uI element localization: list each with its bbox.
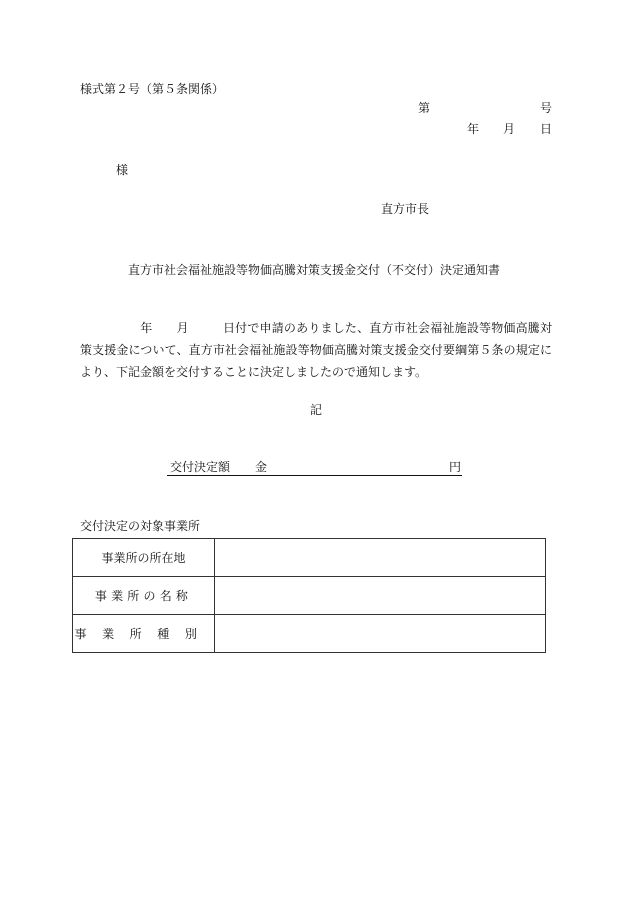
office-name-value[interactable]: [215, 577, 546, 615]
office-heading: 交付決定の対象事業所: [80, 519, 201, 533]
ki-mark: 記: [310, 403, 323, 417]
office-table: [72, 538, 546, 653]
amount-kin: 金: [255, 460, 268, 474]
form-label: 様式第２号（第５条関係）: [80, 82, 225, 96]
number-prefix: 第: [418, 101, 431, 115]
sender-title: 直方市長: [381, 202, 430, 216]
body-year: 年: [140, 321, 153, 335]
office-location-label: 事業所の所在地: [73, 539, 215, 577]
office-type-label: 事業所種別: [73, 615, 215, 653]
office-location-value[interactable]: [215, 539, 546, 577]
office-name-label: 事業所の名称: [73, 577, 215, 615]
date-year: 年: [467, 122, 480, 136]
addressee-honorific: 様: [116, 163, 129, 177]
office-type-value[interactable]: [215, 615, 546, 653]
number-suffix: 号: [540, 101, 553, 115]
date-day: 日: [540, 122, 553, 136]
table-row: [73, 539, 546, 577]
date-month: 月: [503, 122, 516, 136]
body-month: 月: [176, 321, 189, 335]
table-row: [73, 577, 546, 615]
body-rest: 日付で申請のありました、直方市社会福祉施設等物価高騰対策支援金について、直方市社会福祉施設等物価高騰対策支援金交付要綱第５条の規定により、下記金額を交付することに決定しましたので通知します。: [80, 321, 552, 379]
amount-underline: [167, 474, 462, 476]
amount-label: 交付決定額: [170, 460, 231, 474]
amount-yen: 円: [449, 460, 462, 474]
table-row: [73, 615, 546, 653]
document-body: [80, 317, 552, 383]
document-title: 直方市社会福祉施設等物価高騰対策支援金交付（不交付）決定通知書: [128, 263, 501, 277]
